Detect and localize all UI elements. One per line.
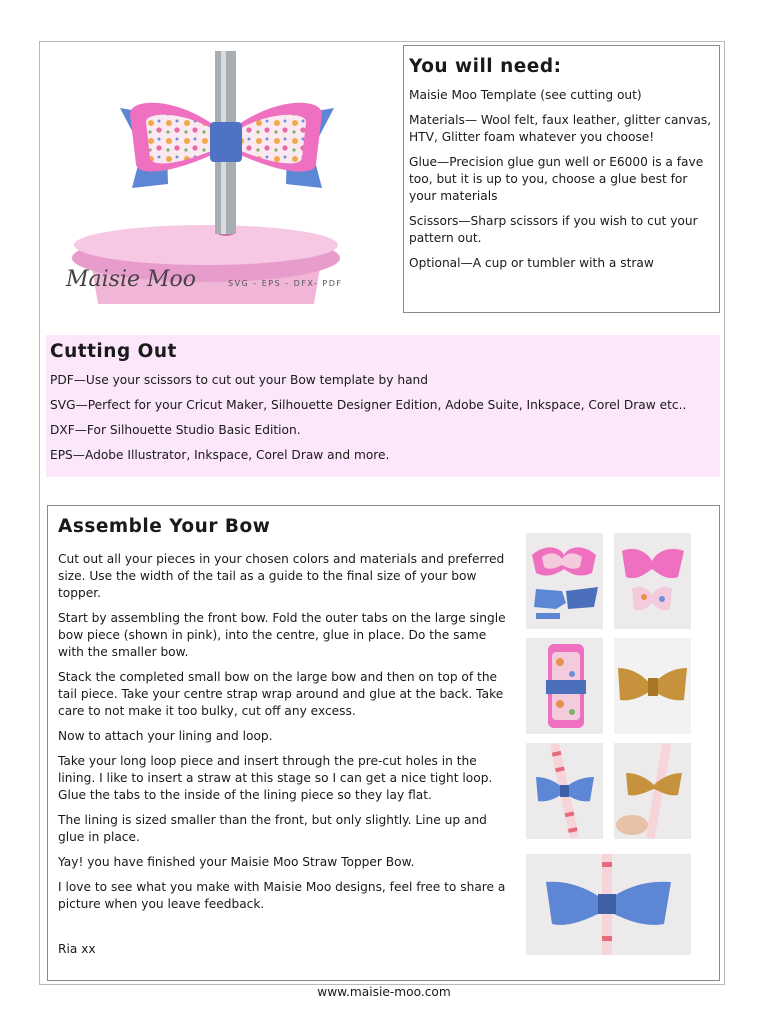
step-text: The lining is sized smaller than the front, but only slightly. Line up and glue in place. <box>58 813 487 844</box>
assemble-section <box>47 505 720 981</box>
cutting-line: SVG—Perfect for your Cricut Maker, Silhouette Designer Edition, Adobe Suite, Inkspace, Corel Draw etc.. <box>50 398 687 412</box>
photo-tan-bow-straw <box>614 743 691 839</box>
photo-cut-pieces <box>526 533 603 629</box>
cutting-line: DXF—For Silhouette Studio Basic Edition. <box>50 423 301 437</box>
assemble-title: Assemble Your Bow <box>58 516 271 537</box>
step-text: Yay! you have finished your Maisie Moo Straw Topper Bow. <box>58 855 415 869</box>
need-item: Optional—A cup or tumbler with a straw <box>409 256 654 270</box>
cutting-line: PDF—Use your scissors to cut out your Bow template by hand <box>50 373 429 387</box>
cutting-line: EPS—Adobe Illustrator, Inkspace, Corel Draw and more. <box>50 448 390 462</box>
materials-title: You will need: <box>409 56 562 77</box>
step-text: Stack the completed small bow on the large bow and then on top of the tail piece. Take your centre strap wrap around and glue at the back. Take care to not make it too bulky, cut off any excess. <box>58 670 504 718</box>
hero-product-image <box>56 46 378 304</box>
step-text: Take your long loop piece and insert through the pre-cut holes in the lining. I like to insert a straw at this stage so I can get a nice tight loop. Glue the tabs to the inside of the lining piece so they lay flat. <box>58 754 493 802</box>
photo-lining-bow <box>614 638 691 734</box>
cutting-out-section <box>46 335 720 477</box>
need-item: Scissors—Sharp scissors if you wish to cut your pattern out. <box>409 214 698 245</box>
photo-finished-bow <box>526 854 691 955</box>
step-text: I love to see what you make with Maisie Moo designs, feel free to share a picture when you leave feedback. <box>58 880 506 911</box>
photo-pink-bows <box>614 533 691 629</box>
need-item: Materials— Wool felt, faux leather, glitter canvas, HTV, Glitter foam whatever you choose! <box>409 113 712 144</box>
materials-box <box>403 45 720 313</box>
step-text: Start by assembling the front bow. Fold the outer tabs on the large single bow piece (shown in pink), into the centre, glue in place. Do the same with the smaller bow. <box>58 611 506 659</box>
photo-blue-bow-straw <box>526 743 603 839</box>
cutting-title: Cutting Out <box>50 341 177 362</box>
assemble-steps <box>58 551 506 958</box>
need-item: Maisie Moo Template (see cutting out) <box>409 88 642 102</box>
brand-watermark: Maisie Moo <box>66 267 197 292</box>
step-text: Cut out all your pieces in your chosen colors and materials and preferred size. Use the width of the tail as a guide to the final size of your bow topper. <box>58 552 505 600</box>
need-item: Glue—Precision glue gun well or E6000 is a fave too, but it is up to you, choose a glue best for your materials <box>409 155 704 203</box>
photo-assembled-bow <box>526 638 603 734</box>
format-list: SVG - EPS - DFX- PDF <box>228 279 343 288</box>
step-text: Now to attach your lining and loop. <box>58 729 273 743</box>
signoff: Ria xx <box>58 942 96 956</box>
footer-url: www.maisie-moo.com <box>317 985 451 999</box>
